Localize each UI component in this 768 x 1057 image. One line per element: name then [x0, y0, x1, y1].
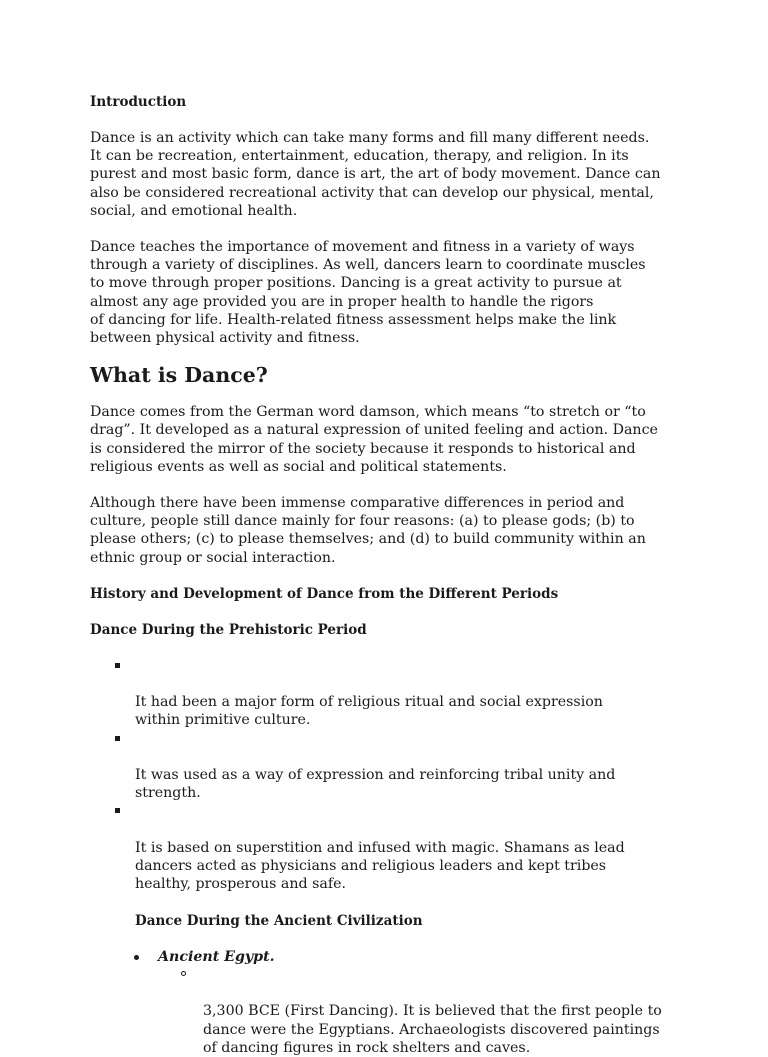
- what-is-dance-paragraph-2: Although there have been immense comparative differences in period and culture, people still dance mainly for four reasons: (a) to please gods; (b) to please others; (c) to please themselves; and (d) to build community within an ethnic group or social interaction.: [90, 495, 646, 566]
- square-bullet-icon: [115, 736, 120, 741]
- circle-bullet-icon: [181, 971, 186, 976]
- prehistoric-heading: Dance During the Prehistoric Period: [90, 621, 367, 638]
- list-item: [90, 730, 680, 803]
- history-heading: History and Development of Dance from the Different Periods: [90, 585, 559, 602]
- ancient-civilization-heading: Dance During the Ancient Civilization: [135, 912, 423, 929]
- square-bullet-icon: [115, 663, 120, 668]
- ancient-egypt-label: Ancient Egypt.: [158, 948, 275, 965]
- list-item: [90, 657, 680, 730]
- intro-paragraph-2: Dance teaches the importance of movement and fitness in a variety of ways through a variety of disciplines. As well, dancers learn to coordinate muscles to move through proper positions. Dancing is a great activity to pursue at almost any age provided you are in proper health to handle the rigors of dancing for life. Health-related fitness assessment helps make the link between physical activity and fitness.: [90, 239, 646, 347]
- prehistoric-list: [90, 657, 680, 894]
- document-body: [90, 93, 680, 1057]
- list-item: [90, 802, 680, 893]
- ancient-egypt-subitem: [90, 966, 680, 1057]
- what-is-dance-paragraph-1: Dance comes from the German word damson, which means “to stretch or “to drag”. It developed as a natural expression of united feeling and action. Dance is considered the mirror of the society because it responds to historical and religious events as well as social and political statements.: [90, 404, 658, 475]
- intro-paragraph-1: Dance is an activity which can take many forms and fill many different needs. It can be recreation, entertainment, education, therapy, and religion. In its purest and most basic form, dance is art, the art of body movement. Dance can also be considered recreational activity that can develop our physical, mental, social, and emotional health.: [90, 130, 661, 219]
- ancient-egypt-item: [90, 948, 680, 966]
- list-item-text: It was used as a way of expression and reinforcing tribal unity and strength.: [135, 767, 616, 802]
- square-bullet-icon: [115, 808, 120, 813]
- what-is-dance-heading: What is Dance?: [90, 363, 268, 388]
- list-item-text: It had been a major form of religious ritual and social expression within primitive culture.: [135, 694, 603, 729]
- dot-bullet-icon: [134, 955, 139, 960]
- ancient-egypt-subitem-text: 3,300 BCE (First Dancing). It is believed that the first people to dance were the Egyptians. Archaeologists discovered paintings of dancing figures in rock shelters and caves.: [203, 1003, 662, 1056]
- introduction-heading: Introduction: [90, 94, 187, 110]
- list-item-text: It is based on superstition and infused with magic. Shamans as lead dancers acted as physicians and religious leaders and kept tribes healthy, prosperous and safe.: [135, 839, 625, 893]
